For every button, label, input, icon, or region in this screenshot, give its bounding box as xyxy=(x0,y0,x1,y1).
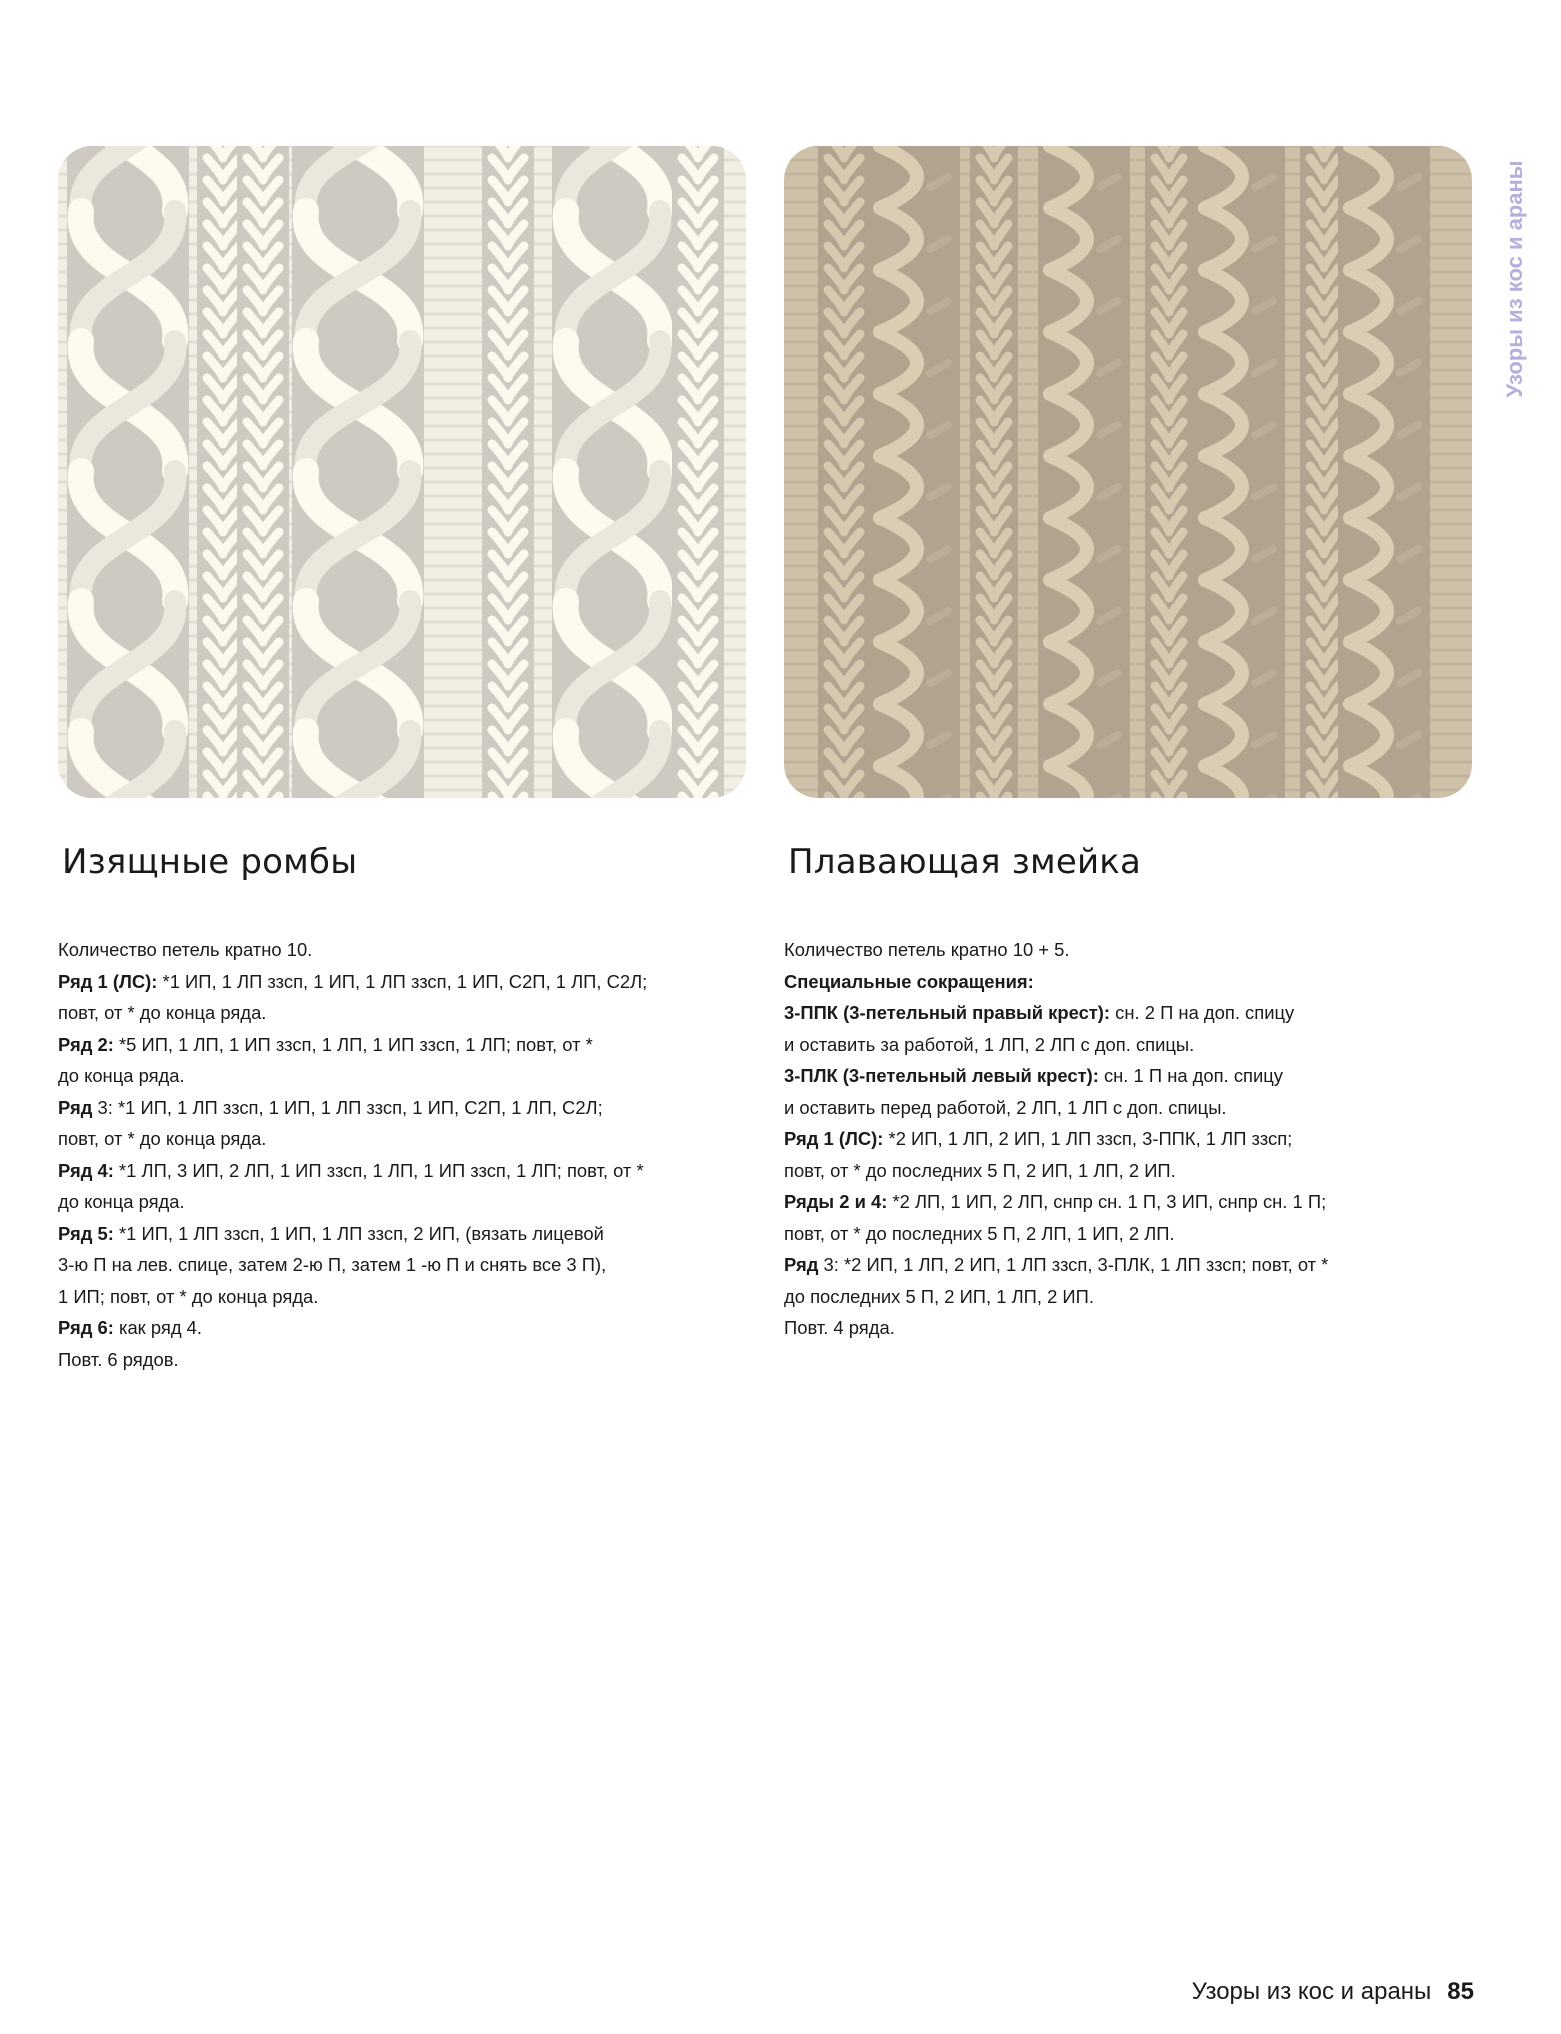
instruction-line xyxy=(784,1029,1484,1061)
pattern-instructions xyxy=(58,934,758,1375)
instruction-text: *2 ЛП, 1 ИП, 2 ЛП, снпр сн. 1 П, 3 ИП, снпр сн. 1 П; xyxy=(887,1191,1327,1212)
instruction-text: до последних 5 П, 2 ИП, 1 ЛП, 2 ИП. xyxy=(784,1285,1094,1307)
instruction-label: Ряд 1 (ЛС): xyxy=(784,1128,884,1149)
instruction-text: и оставить перед работой, 2 ЛП, 1 ЛП с доп. спицы. xyxy=(784,1096,1227,1118)
knit-texture-white xyxy=(58,146,746,798)
instruction-line xyxy=(58,1155,758,1187)
instruction-line xyxy=(784,1092,1484,1124)
instruction-text: повт, от * до конца ряда. xyxy=(58,1128,267,1149)
instruction-line xyxy=(58,997,758,1029)
instruction-line xyxy=(58,1029,758,1061)
pattern-title: Изящные ромбы xyxy=(62,842,358,882)
instruction-line xyxy=(58,1092,758,1124)
instruction-text: до конца ряда. xyxy=(58,1191,185,1212)
instruction-text: повт, от * до последних 5 П, 2 ИП, 1 ЛП, 2 ИП. xyxy=(784,1159,1176,1181)
page-number: 85 xyxy=(1447,1978,1474,2005)
footer-section-title: Узоры из кос и араны xyxy=(1191,1978,1432,2005)
instruction-text: 3-ю П на лев. спице, затем 2-ю П, затем 1 -ю П и снять все 3 П), xyxy=(58,1254,607,1275)
instruction-text: 3: *2 ИП, 1 ЛП, 2 ИП, 1 ЛП ззсп, 3-ПЛК, 1 ЛП ззсп; повт, от * xyxy=(818,1254,1329,1275)
instruction-line xyxy=(784,1312,1484,1344)
instruction-text: сн. 2 П на доп. спицу xyxy=(1110,1002,1295,1023)
instruction-line xyxy=(58,966,758,998)
instruction-text: и оставить за работой, 1 ЛП, 2 ЛП с доп. спицы. xyxy=(784,1033,1195,1055)
instruction-text: повт, от * до конца ряда. xyxy=(58,1002,267,1023)
instruction-label: Ряд 4: xyxy=(58,1159,114,1181)
pattern-floating-snake xyxy=(784,842,1484,1344)
instruction-text: сн. 1 П на доп. спицу xyxy=(1098,1065,1283,1086)
instruction-text: Повт. 4 ряда. xyxy=(784,1317,895,1338)
instruction-label: Ряд xyxy=(784,1254,819,1275)
instruction-label: 3-ППК (3-петельный правый крест): xyxy=(784,1002,1111,1023)
instruction-line xyxy=(58,1344,758,1376)
instruction-text: *2 ИП, 1 ЛП, 2 ИП, 1 ЛП ззсп, 3-ППК, 1 ЛП ззсп; xyxy=(883,1128,1293,1149)
instruction-label: Ряд 2: xyxy=(58,1033,114,1055)
side-section-tab xyxy=(1495,146,1535,412)
instruction-line xyxy=(58,1218,758,1250)
instruction-line xyxy=(784,934,1484,966)
instruction-text: до конца ряда. xyxy=(58,1065,185,1086)
instruction-label: Ряд 6: xyxy=(58,1317,114,1338)
pattern-title: Плавающая змейка xyxy=(788,842,1142,882)
instruction-line xyxy=(784,1249,1484,1281)
knit-texture-beige xyxy=(784,146,1472,798)
instruction-line xyxy=(58,1060,758,1092)
instruction-line xyxy=(784,966,1484,998)
instruction-line xyxy=(784,1155,1484,1187)
pattern-elegant-diamonds xyxy=(58,842,758,1375)
instruction-line xyxy=(58,1249,758,1281)
instruction-line xyxy=(784,1281,1484,1313)
instruction-text: как ряд 4. xyxy=(113,1317,202,1338)
instruction-label: Специальные сокращения: xyxy=(784,970,1034,992)
photo-knit-sample-beige xyxy=(784,146,1472,798)
instruction-line xyxy=(784,1218,1484,1250)
page-footer xyxy=(1192,1978,1474,2006)
pattern-instructions xyxy=(784,934,1484,1344)
instruction-line xyxy=(784,997,1484,1029)
instruction-label: Ряд 1 (ЛС): xyxy=(58,970,158,992)
instruction-line xyxy=(58,1123,758,1155)
instruction-line xyxy=(58,1186,758,1218)
instruction-text: Количество петель кратно 10. xyxy=(58,939,313,960)
instruction-line xyxy=(58,934,758,966)
instruction-text: 3: *1 ИП, 1 ЛП ззсп, 1 ИП, 1 ЛП ззсп, 1 ИП, С2П, 1 ЛП, С2Л; xyxy=(92,1096,603,1118)
instruction-text: повт, от * до последних 5 П, 2 ЛП, 1 ИП, 2 ЛП. xyxy=(784,1222,1175,1244)
instruction-text: Повт. 6 рядов. xyxy=(58,1348,179,1370)
photo-knit-sample-white xyxy=(58,146,746,798)
instruction-label: Ряды 2 и 4: xyxy=(784,1191,888,1212)
instruction-label: 3-ПЛК (3-петельный левый крест): xyxy=(784,1065,1099,1086)
instruction-text: *1 ИП, 1 ЛП ззсп, 1 ИП, 1 ЛП ззсп, 2 ИП, (вязать лицевой xyxy=(113,1222,604,1244)
instruction-line xyxy=(58,1281,758,1313)
instruction-line xyxy=(784,1060,1484,1092)
instruction-label: Ряд 5: xyxy=(58,1222,114,1244)
instruction-line xyxy=(784,1186,1484,1218)
instruction-text: *1 ЛП, 3 ИП, 2 ЛП, 1 ИП ззсп, 1 ЛП, 1 ИП ззсп, 1 ЛП; повт, от * xyxy=(113,1159,644,1181)
instruction-text: *5 ИП, 1 ЛП, 1 ИП ззсп, 1 ЛП, 1 ИП ззсп, 1 ЛП; повт, от * xyxy=(113,1033,593,1055)
instruction-line xyxy=(784,1123,1484,1155)
instruction-text: 1 ИП; повт, от * до конца ряда. xyxy=(58,1285,319,1307)
instruction-text: Количество петель кратно 10 + 5. xyxy=(784,939,1070,960)
instruction-label: Ряд xyxy=(58,1096,93,1118)
instruction-text: *1 ИП, 1 ЛП ззсп, 1 ИП, 1 ЛП ззсп, 1 ИП, С2П, 1 ЛП, С2Л; xyxy=(157,970,648,992)
side-section-label: Узоры из кос и араны xyxy=(1502,160,1527,398)
instruction-line xyxy=(58,1312,758,1344)
